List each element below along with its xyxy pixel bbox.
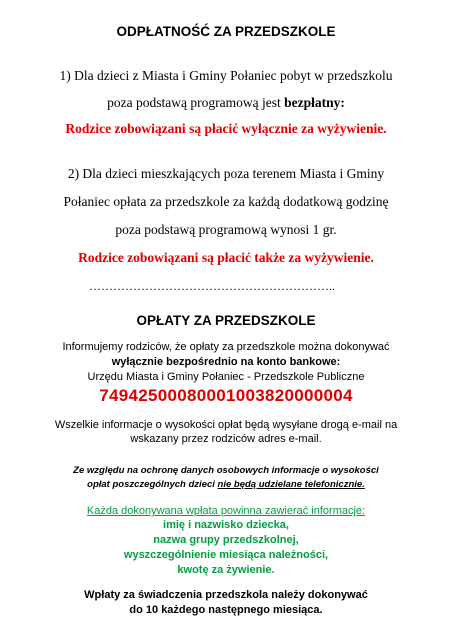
paragraph-1-line-1: 1) Dla dzieci z Miasta i Gminy Połaniec pobyt w przedszkolu — [59, 68, 393, 83]
privacy-line-2 — [0, 479, 452, 490]
email-info-line-2: wskazany przez rodziców adres e-mail. — [130, 433, 322, 445]
info-line-1: Informujemy rodziców, że opłaty za przedszkole można dokonywać — [62, 341, 390, 353]
email-info-line-1: Wszelkie informacje o wysokości opłat będą wysyłane drogą e-mail na — [54, 419, 398, 431]
transfer-item-month: wyszczególnienie miesiąca należności, — [123, 549, 329, 561]
privacy-line-2-text: opłat poszczególnych dzieci — [87, 479, 218, 490]
section-title-fees: OPŁATY ZA PRZEDSZKOLE — [136, 313, 316, 328]
page-title: ODPŁATNOŚĆ ZA PRZEDSZKOLE — [116, 24, 336, 39]
free-of-charge-label: bezpłatny: — [284, 95, 345, 110]
deadline-line-1: Wpłaty za świadczenia przedszkola należy dokonywać — [84, 589, 368, 601]
no-phone-info-notice: nie będą udzielane telefonicznie. — [217, 479, 365, 490]
paragraph-1-line-2-text: poza podstawą programową jest — [107, 95, 285, 110]
dotted-separator: …………………………………………………….. — [89, 279, 335, 293]
transfer-info-heading: Każda dokonywana wpłata powinna zawierać informacje: — [86, 505, 366, 517]
paragraph-2-notice: Rodzice zobowiązani są płacić także za wyżywienie. — [78, 250, 374, 265]
bank-account-number: 74942500080001003820000004 — [99, 386, 353, 405]
transfer-item-amount: kwotę za żywienie. — [177, 564, 275, 576]
paragraph-2-line-2: Połaniec opłata za przedszkole za każdą dodatkową godzinę — [63, 194, 389, 209]
info-line-3: Urzędu Miasta i Gminy Połaniec - Przedszkole Publiczne — [87, 371, 365, 383]
paragraph-1-line-2 — [0, 95, 452, 111]
privacy-line-1: Ze względu na ochronę danych osobowych informacje o wysokości — [73, 465, 379, 476]
info-line-2: wyłącznie bezpośrednio na konto bankowe: — [111, 356, 341, 368]
paragraph-2-line-1: 2) Dla dzieci mieszkających poza terenem Miasta i Gminy — [67, 166, 385, 181]
deadline-line-2: do 10 każdego następnego miesiąca. — [129, 604, 323, 616]
paragraph-2-line-3: poza podstawą programową wynosi 1 gr. — [115, 222, 337, 237]
transfer-item-child-name: imię i nazwisko dziecka, — [163, 519, 289, 531]
transfer-item-group-name: nazwa grupy przedszkolnej, — [153, 534, 299, 546]
paragraph-1-notice: Rodzice zobowiązani są płacić wyłącznie za wyżywienie. — [65, 121, 387, 136]
